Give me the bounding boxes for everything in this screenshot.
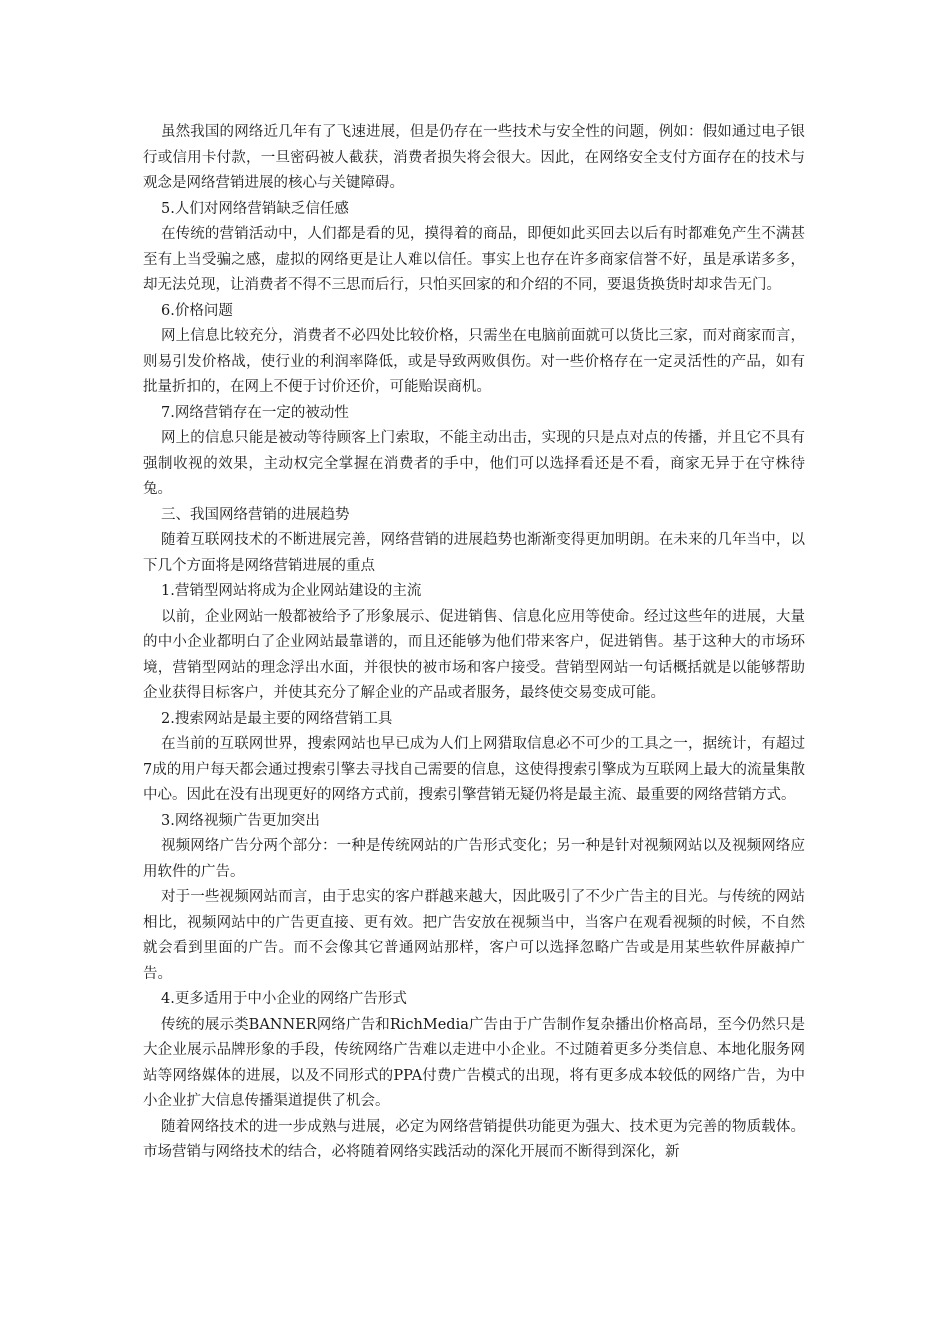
paragraph-conclusion: 随着网络技术的进一步成熟与进展，必定为网络营销提供功能更为强大、技术更为完善的物质载体。市场营销与网络技术的结合，必将随着网络实践活动的深化开展而不断得到深化，新 — [143, 1118, 805, 1160]
paragraph-security-barrier: 虽然我国的网络近几年有了飞速进展，但是仍存在一些技术与安全性的问题，例如：假如通过电子银行或信用卡付款，一旦密码被人截获，消费者损失将会很大。因此，在网络安全支付方面存在的技术与观念是网络营销进展的核心与关键障碍。 — [143, 124, 805, 191]
heading-price: 6.价格问题 — [161, 302, 233, 319]
paragraph-price: 网上信息比较充分，消费者不必四处比较价格，只需坐在电脑前面就可以货比三家，而对商家而言，则易引发价格战，使行业的利润率降低，或是导致两败俱伤。对一些价格存在一定灵活性的产品，如有批量折扣的，在网上不便于讨价还价，可能贻误商机。 — [143, 328, 805, 395]
paragraph-marketing-website: 以前，企业网站一般都被给予了形象展示、促进销售、信息化应用等使命。经过这些年的进展，大量的中小企业都明白了企业网站最靠谱的，而且还能够为他们带来客户，促进销售。基于这种大的市场环境，营销型网站的理念浮出水面，并很快的被市场和客户接受。营销型网站一句话概括就是以能够帮助企业获得目标客户，并使其充分了解企业的产品或者服务，最终使交易变成可能。 — [143, 608, 805, 701]
heading-marketing-website: 1.营销型网站将成为企业网站建设的主流 — [161, 583, 422, 599]
heading-section-three: 三、我国网络营销的进展趋势 — [161, 506, 350, 523]
heading-sme-ads: 4.更多适用于中小企业的网络广告形式 — [161, 991, 407, 1007]
paragraph-video-ads-sites: 对于一些视频网站而言，由于忠实的客户群越来越大，因此吸引了不少广告主的目光。与传统的网站相比，视频网站中的广告更直接、更有效。把广告安放在视频当中，当客户在观看视频的时候，不自然就会看到里面的广告。而不会像其它普通网站那样，客户可以选择忽略广告或是用某些软件屏蔽掉广告。 — [143, 889, 805, 982]
heading-trust: 5.人们对网络营销缺乏信任感 — [161, 200, 349, 217]
paragraph-sme-ads: 传统的展示类BANNER网络广告和RichMedia广告由于广告制作复杂播出价格高昂，至今仍然只是大企业展示品牌形象的手段，传统网络广告难以走进中小企业。不过随着更多分类信息、本地化服务网站等网络媒体的进展，以及不同形式的PPA付费广告模式的出现，将有更多成本较低的网络广告，为中小企业扩大信息传播渠道提供了机会。 — [143, 1016, 805, 1109]
paragraph-passivity: 网上的信息只能是被动等待顾客上门索取，不能主动出击，实现的只是点对点的传播，并且它不具有强制收视的效果，主动权完全掌握在消费者的手中，他们可以选择看还是不看，商家无异于在守株待兔。 — [143, 430, 805, 497]
heading-passivity: 7.网络营销存在一定的被动性 — [161, 404, 349, 421]
paragraph-section-three-intro: 随着互联网技术的不断进展完善，网络营销的进展趋势也渐渐变得更加明朗。在未来的几年当中，以下几个方面将是网络营销进展的重点 — [143, 532, 805, 574]
paragraph-search-engine: 在当前的互联网世界，搜索网站也早已成为人们上网猎取信息必不可少的工具之一，据统计，有超过7成的用户每天都会通过搜索引擎去寻找自己需要的信息，这使得搜索引擎成为互联网上最大的流量集散中心。因此在没有出现更好的网络方式前，搜索引擎营销无疑仍将是最主流、最重要的网络营销方式。 — [143, 736, 805, 803]
document-body — [143, 120, 805, 1166]
heading-search-engine: 2.搜索网站是最主要的网络营销工具 — [161, 710, 393, 727]
paragraph-trust: 在传统的营销活动中，人们都是看的见，摸得着的商品，即便如此买回去以后有时都难免产生不满甚至有上当受骗之感，虚拟的网络更是让人难以信任。事实上也存在许多商家信誉不好，虽是承诺多多，却无法兑现，让消费者不得不三思而后行，只怕买回家的和介绍的不同，要退货换货时却求告无门。 — [143, 226, 805, 293]
heading-video-ads: 3.网络视频广告更加突出 — [161, 812, 320, 829]
paragraph-video-ads-types: 视频网络广告分两个部分：一种是传统网站的广告形式变化；另一种是针对视频网站以及视频网络应用软件的广告。 — [143, 838, 805, 880]
